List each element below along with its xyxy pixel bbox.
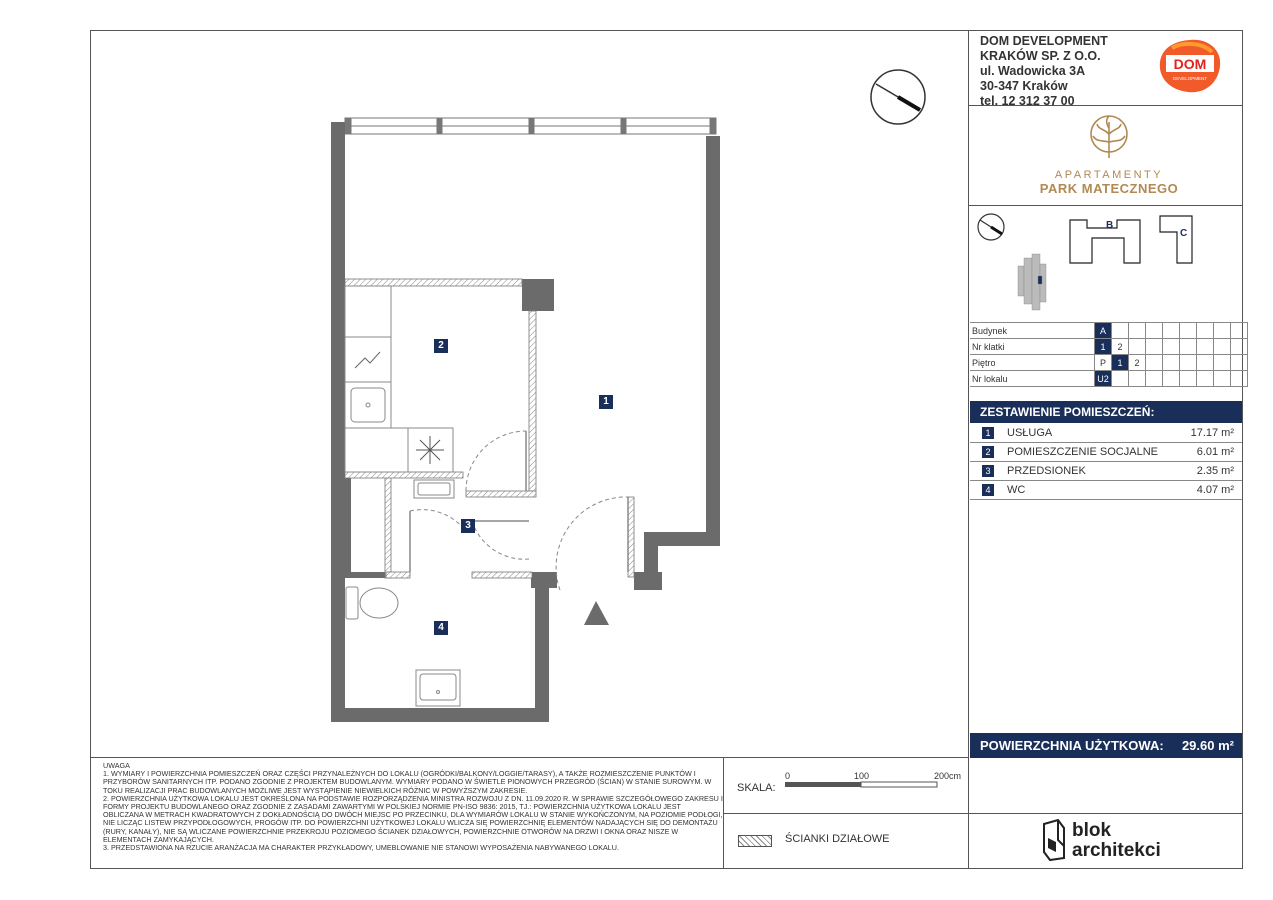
room-area: 6.01 m²: [1196, 446, 1234, 458]
rooms-title: ZESTAWIENIE POMIESZCZEŃ:: [970, 401, 1242, 423]
room-row: [970, 462, 1242, 481]
pietro-value-p: P: [1095, 355, 1112, 371]
plan-label-4: 4: [434, 621, 448, 635]
room-area: 4.07 m²: [1196, 484, 1234, 496]
room-name: USŁUGA: [1007, 427, 1053, 439]
notes-title: UWAGA: [103, 761, 130, 770]
keyplan-floor-thumbnail: [1018, 254, 1046, 310]
room-row: [970, 481, 1242, 500]
architect-logo: [1040, 818, 1161, 867]
total-area-value: 29.60 m²: [1181, 738, 1234, 753]
klatka-value-2: 2: [1112, 339, 1129, 355]
partition-hatch-swatch: [738, 835, 772, 847]
scale-tick-100: 100: [854, 772, 870, 781]
sidebar-divider: [968, 30, 969, 869]
room-row: [970, 443, 1242, 462]
klatka-value-1: 1: [1095, 339, 1112, 355]
note-2: 2. POWIERZCHNIA UŻYTKOWA LOKALU JEST OKREŚLONA NA PODSTAWIE ROZPORZĄDZENIA MINISTRA ROZWOJU Z DN. 11.09.2020 R. W SPRAWIE SZCZEGÓŁOWEGO ZAKRESU I FORMY PROJEKTU BUDOWLANEGO ORAZ ZGODNIE Z ZASADAMI ZAWARTYMI W POLSKIEJ NORMIE PN-ISO 9836: 2015, TJ.: POWIERZCHNIA UŻYTKOWA LOKALU JEST OBLICZANA W METRACH KWADRATOWYCH Z DOKŁADNOŚCIĄ DO DWÓCH MIEJSC PO PRZECINKU, DLA WYMIARÓW LOKALU W STANIE WYKOŃCZONYM, NA POZIOMIE PODŁOGI, NIE LICZĄC LISTEW PRZYPODŁOGOWYCH, PROGÓW ITP. DO POWIERZCHNI UŻYTKOWEJ LOKALU WLICZA SIĘ POWIERZCHNIĘ ELEMENTÓW NADAJĄCYCH SIĘ DO DEMONTAŻU (RURY, KANAŁY), NIE SĄ WLICZANE POWIERZCHNIE PRZEKROJU POZIOMEGO ŚCIANEK DZIAŁOWYCH, POWIERZCHNIE OTWORÓW NA DRZWI I OKNA ORAZ NISZE W ELEMENTACH ZAMYKAJĄCYCH.: [103, 793, 723, 844]
company-city: 30-347 Kraków: [980, 79, 1068, 93]
lokal-label: Nr lokalu: [970, 371, 1095, 387]
budynek-label: Budynek: [970, 323, 1095, 339]
keyplan-building-c: C: [1180, 228, 1188, 239]
keyplan-building-b: B: [1106, 220, 1114, 231]
dom-logo-text: DOM: [1173, 56, 1207, 72]
total-area: [970, 733, 1242, 758]
dom-logo-subtext: DEVELOPMENT: [1172, 76, 1208, 81]
project-line-1: APARTAMENTY: [1054, 169, 1164, 181]
sidebar-line-2: [968, 205, 1243, 206]
window-top: [345, 118, 716, 134]
toilet: [346, 587, 398, 619]
north-arrow-icon: [871, 70, 925, 124]
room-number: 1: [982, 427, 994, 439]
sidebar-line-3: [968, 813, 1243, 814]
company-street: ul. Wadowicka 3A: [980, 64, 1086, 78]
project-logo: [1032, 112, 1186, 196]
notes: [103, 762, 723, 852]
room-number: 4: [982, 484, 994, 496]
scale-graphic: [783, 772, 1013, 802]
floor-plan: [91, 31, 967, 756]
pietro-value-1: 1: [1112, 355, 1129, 371]
company-name: DOM DEVELOPMENT: [980, 34, 1108, 48]
room-name: PRZEDSIONEK: [1007, 465, 1086, 477]
unit-info-table: [970, 322, 1248, 387]
room-number: 2: [982, 446, 994, 458]
room-area: 17.17 m²: [1190, 427, 1234, 439]
legend-label: ŚCIANKI DZIAŁOWE: [785, 833, 890, 845]
plan-label-1: 1: [599, 395, 613, 409]
tree-icon: [1087, 112, 1131, 160]
key-plan: [972, 208, 1242, 320]
room-name: POMIESZCZENIE SOCJALNE: [1007, 446, 1158, 458]
room-name: WC: [1007, 484, 1026, 496]
budynek-value: A: [1095, 323, 1112, 339]
scale-tick-0: 0: [785, 772, 791, 781]
wc-sink: [416, 670, 460, 706]
plan-label-3: 3: [461, 519, 475, 533]
notes-divider: [90, 757, 969, 758]
plan-label-2: 2: [434, 339, 448, 353]
project-line-2: PARK MATECZNEGO: [1039, 181, 1179, 196]
architect-name-2: architekci: [1072, 840, 1161, 861]
room-row: [970, 424, 1242, 443]
room-number: 3: [982, 465, 994, 477]
lokal-value: U2: [1095, 371, 1112, 387]
klatka-label: Nr klatki: [970, 339, 1095, 355]
legend-divider: [723, 813, 969, 814]
company-phone: tel. 12 312 37 00: [980, 94, 1075, 108]
pietro-value-2: 2: [1129, 355, 1146, 371]
total-area-label: POWIERZCHNIA UŻYTKOWA:: [980, 738, 1164, 753]
hall-sink: [414, 480, 454, 498]
dom-development-logo: [1158, 38, 1222, 94]
scale-label: SKALA:: [737, 782, 776, 794]
blok-architekci-icon: [1040, 818, 1068, 862]
pietro-label: Piętro: [970, 355, 1095, 371]
room-area: 2.35 m²: [1196, 465, 1234, 477]
kitchen-counter: [345, 286, 453, 472]
keyplan-compass-icon: [978, 214, 1004, 240]
company-info: [980, 34, 1108, 109]
company-name-2: KRAKÓW SP. Z O.O.: [980, 49, 1101, 63]
note-1: 1. WYMIARY I POWIERZCHNIA POMIESZCZEŃ ORAZ CZĘŚCI PRZYNALEŻNYCH DO LOKALU (OGRÓDKI/BALKONY/LOGGIE/TARASY), A TAKŻE ROZMIESZCZENIE PUNKTÓW I PRZYBORÓW SANITARNYCH ITP. PODANO ZGODNIE Z PROJEKTEM BUDOWLANYM. WYMIARY PODANO W ŚWIETLE PIONOWYCH PRZEGRÓD (ŚCIAN) W STANIE SUROWYM. W TOKU REALIZACJI PRAC BUDOWLANYCH MOŻLIWE JEST WYSTĄPIENIE NIEWIELKICH RÓŻNIC W POWYŻSZYM ZAKRESIE.: [103, 769, 712, 795]
entrance-arrow-icon: [584, 601, 609, 625]
scale-tick-200: 200cm: [934, 772, 962, 781]
architect-name-1: blok: [1072, 820, 1112, 841]
note-3: 3. PRZEDSTAWIONA NA RZUCIE ARANŻACJA MA CHARAKTER PRZYKŁADOWY, UMEBLOWANIE NIE STANOWI WYPOSAŻENIA NABYWANEGO LOKALU.: [103, 843, 619, 853]
